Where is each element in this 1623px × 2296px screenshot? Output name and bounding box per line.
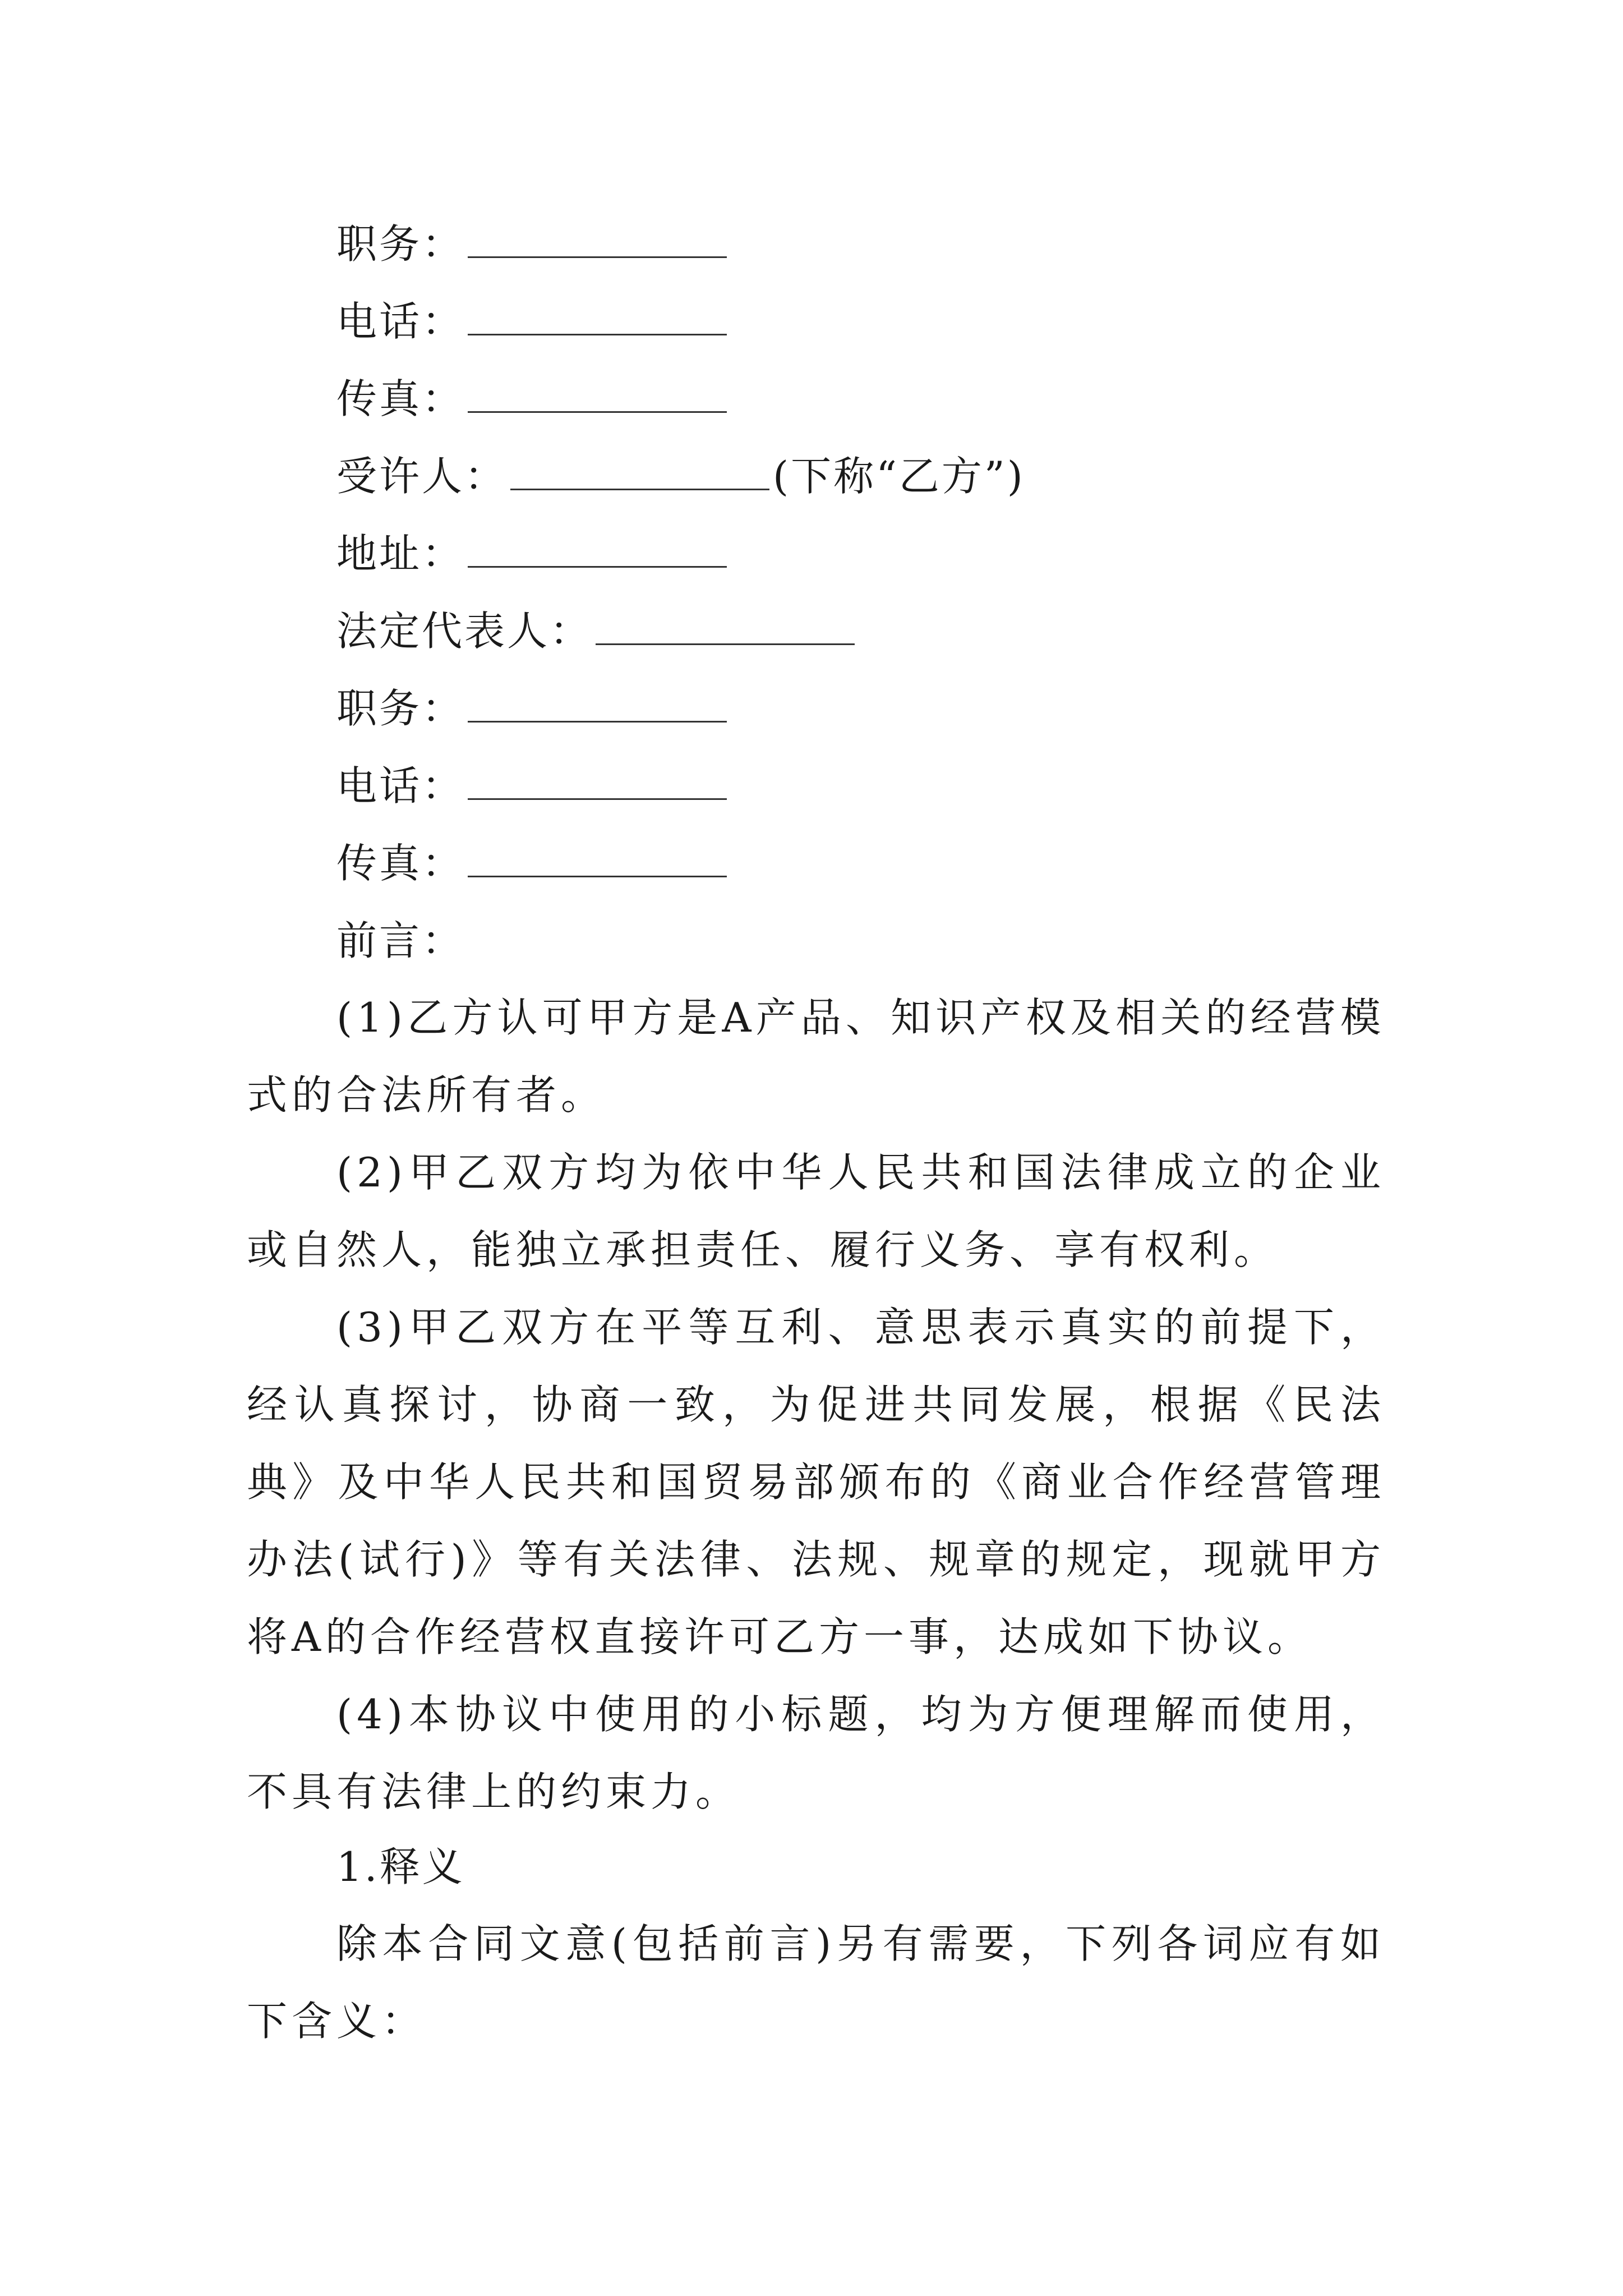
party-b-phone-blank[interactable] — [468, 759, 727, 800]
preamble-item-1: (1)乙方认可甲方是A产品、知识产权及相关的经营模式的合法所有者。 — [247, 994, 1385, 1119]
party-b-fax-field — [336, 832, 730, 894]
party-a-position-blank[interactable] — [468, 217, 727, 258]
party-a-fax-field — [336, 368, 730, 430]
party-b-legal-rep-blank[interactable] — [596, 604, 855, 645]
party-b-address-label: 地址： — [336, 530, 465, 577]
section-1-intro: 除本合同文意(包括前言)另有需要，下列各词应有如下含义： — [247, 1920, 1385, 2045]
party-a-fax-blank[interactable] — [468, 372, 727, 413]
party-a-position-label: 职务： — [336, 220, 465, 268]
preamble-item-3: (3)甲乙双方在平等互利、意思表示真实的前提下，经认真探讨，协商一致，为促进共同发展，根据《民法典》及中华人民共和国贸易部颁布的《商业合作经营管理办法(试行)》等有关法律、法规、规章的规定，现就甲方将A的合作经营权直接许可乙方一事，达成如下协议。 — [247, 1304, 1385, 1660]
preamble-item-2: (2)甲乙双方均为依中华人民共和国法律成立的企业或自然人，能独立承担责任、履行义务、享有权利。 — [247, 1149, 1385, 1273]
party-b-phone-label: 电话： — [336, 762, 465, 809]
licensee-field — [336, 445, 1025, 507]
party-b-fax-label: 传真： — [336, 840, 465, 887]
party-a-fax-label: 传真： — [336, 375, 465, 422]
licensee-suffix: (下称“乙方”) — [773, 453, 1025, 500]
party-b-position-field — [336, 678, 730, 739]
party-b-address-blank[interactable] — [468, 527, 727, 568]
party-b-legal-rep-label: 法定代表人： — [336, 608, 593, 655]
party-a-phone-field — [336, 291, 730, 352]
preamble-heading: 前言： — [336, 917, 465, 964]
party-b-fax-blank[interactable] — [468, 836, 727, 877]
party-b-address-field — [336, 523, 730, 585]
party-b-position-blank[interactable] — [468, 682, 727, 723]
party-a-phone-label: 电话： — [336, 298, 465, 345]
party-b-position-label: 职务： — [336, 685, 465, 732]
party-a-phone-blank[interactable] — [468, 295, 727, 335]
party-b-phone-field — [336, 755, 730, 817]
preamble-item-4: (4)本协议中使用的小标题，均为方便理解而使用，不具有法律上的约束力。 — [247, 1691, 1385, 1815]
section-1-heading: 1.释义 — [336, 1843, 465, 1890]
party-a-position-field — [336, 213, 730, 275]
licensee-blank[interactable] — [510, 449, 769, 490]
licensee-label: 受许人： — [336, 453, 508, 500]
party-b-legal-rep-field — [336, 600, 858, 662]
